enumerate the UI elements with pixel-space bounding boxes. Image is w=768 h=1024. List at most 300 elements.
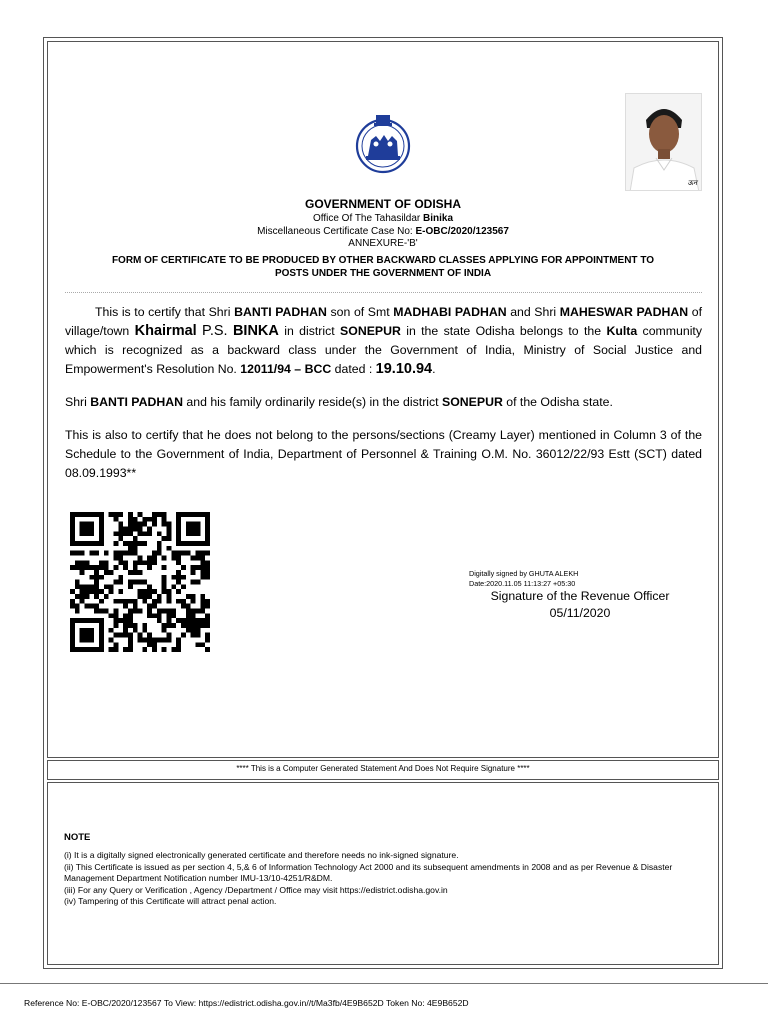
qr-module: [70, 623, 75, 628]
qr-module: [205, 531, 210, 536]
qr-module: [123, 541, 128, 546]
qr-module: [70, 541, 75, 546]
qr-module: [157, 609, 162, 614]
qr-module: [200, 623, 205, 628]
qr-module: [171, 647, 176, 652]
qr-module: [205, 599, 210, 604]
qr-module: [70, 618, 75, 623]
qr-module: [133, 604, 138, 609]
qr-module: [104, 594, 109, 599]
qr-module: [176, 526, 181, 531]
qr-module: [75, 551, 80, 556]
qr-module: [128, 642, 133, 647]
qr-module: [89, 584, 94, 589]
qr-module: [70, 531, 75, 536]
qr-module: [200, 555, 205, 560]
qr-module: [113, 633, 118, 638]
qr-module: [167, 633, 172, 638]
qr-module: [157, 599, 162, 604]
qr-module: [94, 565, 99, 570]
qr-module: [147, 609, 152, 614]
qr-module: [99, 623, 104, 628]
qr-module: [205, 647, 210, 652]
qr-module: [94, 584, 99, 589]
qr-module: [104, 560, 109, 565]
qr-module: [196, 565, 201, 570]
qr-module: [75, 565, 80, 570]
qr-module: [99, 647, 104, 652]
certification-paragraph: [65, 303, 702, 379]
qr-module: [162, 647, 167, 652]
qr-module: [152, 522, 157, 527]
qr-module: [191, 555, 196, 560]
qr-module: [205, 560, 210, 565]
form-title: [60, 254, 706, 280]
qr-module: [200, 551, 205, 556]
qr-module: [128, 517, 133, 522]
qr-module: [176, 551, 181, 556]
qr-module: [80, 647, 85, 652]
digital-signature-signer: Digitally signed by GHUTA ALEKH: [469, 569, 579, 578]
annexure-label: ANNEXURE-'B': [348, 238, 418, 249]
qr-module: [113, 609, 118, 614]
qr-module: [171, 609, 176, 614]
qr-module: [157, 531, 162, 536]
qr-module: [142, 580, 147, 585]
qr-module: [80, 570, 85, 575]
qr-module: [128, 526, 133, 531]
qr-module: [147, 555, 152, 560]
qr-module: [113, 642, 118, 647]
qr-module: [152, 551, 157, 556]
qr-module: [94, 551, 99, 556]
qr-module: [147, 613, 152, 618]
qr-module: [75, 647, 80, 652]
qr-module: [104, 584, 109, 589]
text-segment: and his family ordinarily reside(s) in the district: [186, 395, 439, 409]
qr-module: [128, 531, 133, 536]
qr-module: [176, 560, 181, 565]
qr-module: [80, 628, 85, 633]
qr-module: [138, 526, 143, 531]
qr-module: [191, 613, 196, 618]
qr-module: [176, 618, 181, 623]
qr-module: [99, 565, 104, 570]
qr-module: [84, 589, 89, 594]
qr-module: [142, 541, 147, 546]
qr-module: [89, 618, 94, 623]
qr-module: [205, 618, 210, 623]
qr-module: [94, 589, 99, 594]
qr-module: [200, 565, 205, 570]
qr-module: [109, 589, 114, 594]
qr-module: [142, 589, 147, 594]
qr-module: [176, 642, 181, 647]
qr-module: [70, 638, 75, 643]
qr-module: [142, 628, 147, 633]
qr-module: [133, 570, 138, 575]
qr-module: [162, 565, 167, 570]
qr-module: [205, 551, 210, 556]
qr-module: [84, 531, 89, 536]
qr-module: [89, 551, 94, 556]
qr-module: [196, 541, 201, 546]
qr-module: [196, 512, 201, 517]
qr-module: [205, 633, 210, 638]
qr-module: [99, 638, 104, 643]
qr-module: [186, 609, 191, 614]
qr-module: [138, 541, 143, 546]
qr-module: [167, 638, 172, 643]
qr-module: [75, 584, 80, 589]
qr-module: [147, 638, 152, 643]
qr-module: [70, 633, 75, 638]
qr-module: [196, 551, 201, 556]
qr-module: [99, 609, 104, 614]
qr-module: [118, 560, 123, 565]
qr-module: [162, 628, 167, 633]
qr-module: [196, 618, 201, 623]
qr-module: [109, 628, 114, 633]
text-segment: This is to certify that Shri: [95, 305, 231, 319]
qr-module: [176, 575, 181, 580]
qr-module: [152, 560, 157, 565]
qr-module: [89, 638, 94, 643]
qr-module: [176, 541, 181, 546]
qr-module: [191, 565, 196, 570]
qr-module: [176, 647, 181, 652]
qr-module: [191, 618, 196, 623]
qr-module: [113, 565, 118, 570]
qr-module: [147, 560, 152, 565]
text-segment: son of Smt: [330, 305, 390, 319]
qr-module: [84, 541, 89, 546]
qr-module: [133, 541, 138, 546]
qr-module: [142, 594, 147, 599]
qr-module: [162, 638, 167, 643]
qr-module: [133, 628, 138, 633]
qr-module: [200, 570, 205, 575]
note-item: (iii) For any Query or Verification , Agency /Department / Office may visit https://edistrict.odisha.gov.in: [64, 884, 448, 895]
qr-module: [113, 531, 118, 536]
qr-module: [138, 580, 143, 585]
qr-module: [186, 551, 191, 556]
qr-module: [75, 512, 80, 517]
qr-module: [152, 599, 157, 604]
qr-module: [181, 618, 186, 623]
village-name: Khairmal: [134, 323, 197, 339]
qr-module: [118, 633, 123, 638]
qr-module: [147, 604, 152, 609]
qr-module: [152, 555, 157, 560]
qr-module: [205, 613, 210, 618]
qr-module: [176, 570, 181, 575]
qr-module: [205, 565, 210, 570]
qr-module: [89, 575, 94, 580]
qr-module: [109, 570, 114, 575]
qr-module: [200, 560, 205, 565]
qr-module: [94, 604, 99, 609]
qr-module: [167, 613, 172, 618]
qr-module: [89, 565, 94, 570]
qr-module: [99, 522, 104, 527]
qr-module: [128, 580, 133, 585]
qr-module: [99, 526, 104, 531]
qr-module: [133, 526, 138, 531]
qr-module: [80, 594, 85, 599]
qr-module: [200, 575, 205, 580]
qr-module: [75, 541, 80, 546]
qr-module: [84, 560, 89, 565]
qr-module: [176, 589, 181, 594]
qr-module: [196, 522, 201, 527]
qr-module: [176, 522, 181, 527]
qr-module: [128, 584, 133, 589]
note-item: (iv) Tampering of this Certificate will attract penal action.: [64, 896, 277, 906]
case-prefix: Miscellaneous Certificate Case No:: [257, 226, 413, 237]
qr-module: [191, 526, 196, 531]
qr-module: [167, 594, 172, 599]
qr-module: [118, 536, 123, 541]
qr-module: [157, 613, 162, 618]
qr-module: [133, 580, 138, 585]
qr-module: [70, 599, 75, 604]
qr-module: [138, 560, 143, 565]
qr-module: [123, 633, 128, 638]
qr-module: [89, 541, 94, 546]
qr-module: [99, 536, 104, 541]
qr-module: [104, 565, 109, 570]
qr-module: [99, 633, 104, 638]
qr-module: [181, 512, 186, 517]
footer-separator: [0, 983, 768, 984]
qr-module: [99, 642, 104, 647]
qr-module: [89, 589, 94, 594]
qr-module: [191, 628, 196, 633]
qr-module: [196, 580, 201, 585]
qr-module: [94, 580, 99, 585]
qr-module: [94, 541, 99, 546]
qr-module: [104, 551, 109, 556]
qr-module: [152, 604, 157, 609]
resolution-number: 12011/94 – BCC: [240, 362, 332, 376]
qr-module: [123, 599, 128, 604]
qr-module: [138, 594, 143, 599]
office-name: Binika: [423, 213, 454, 224]
qr-module: [181, 623, 186, 628]
qr-module: [70, 589, 75, 594]
qr-module: [138, 633, 143, 638]
qr-module: [113, 541, 118, 546]
qr-module: [142, 623, 147, 628]
qr-module: [128, 633, 133, 638]
qr-module: [162, 575, 167, 580]
odisha-emblem-icon: [354, 114, 412, 174]
qr-module: [80, 560, 85, 565]
header-separator: [65, 292, 702, 293]
qr-module: [191, 531, 196, 536]
qr-module: [176, 536, 181, 541]
qr-module: [196, 628, 201, 633]
qr-module: [186, 594, 191, 599]
qr-module: [133, 517, 138, 522]
qr-module: [70, 642, 75, 647]
qr-module: [200, 609, 205, 614]
qr-module: [152, 647, 157, 652]
qr-module: [80, 638, 85, 643]
qr-module: [128, 522, 133, 527]
qr-module: [186, 628, 191, 633]
qr-module: [118, 551, 123, 556]
qr-module: [200, 594, 205, 599]
qr-module: [171, 584, 176, 589]
signature-block: [470, 588, 690, 622]
qr-module: [147, 594, 152, 599]
qr-module: [191, 512, 196, 517]
qr-module: [99, 618, 104, 623]
text-segment: in the state Odisha belongs to the: [406, 324, 602, 338]
qr-module: [99, 517, 104, 522]
qr-module: [186, 541, 191, 546]
qr-module: [80, 565, 85, 570]
qr-module: [84, 604, 89, 609]
qr-module: [157, 541, 162, 546]
qr-module: [94, 575, 99, 580]
qr-module: [176, 599, 181, 604]
qr-module: [162, 580, 167, 585]
qr-module: [99, 541, 104, 546]
qr-module: [109, 638, 114, 643]
qr-module: [200, 541, 205, 546]
case-number: E-OBC/2020/123567: [415, 226, 509, 237]
qr-module: [128, 599, 133, 604]
qr-module: [109, 647, 114, 652]
qr-module: [205, 638, 210, 643]
qr-module: [70, 526, 75, 531]
qr-module: [99, 531, 104, 536]
qr-module: [157, 551, 162, 556]
qr-module: [99, 589, 104, 594]
qr-module: [191, 633, 196, 638]
qr-module: [94, 609, 99, 614]
qr-module: [147, 526, 152, 531]
photo-caption: ऊन: [687, 180, 697, 187]
qr-module: [176, 555, 181, 560]
qr-module: [181, 565, 186, 570]
qr-module: [123, 623, 128, 628]
text-segment: Shri: [65, 395, 87, 409]
qr-module: [84, 594, 89, 599]
qr-module: [181, 599, 186, 604]
qr-module: [138, 531, 143, 536]
qr-module: [200, 599, 205, 604]
qr-module: [138, 555, 143, 560]
qr-module: [70, 522, 75, 527]
qr-module: [186, 604, 191, 609]
qr-module: [205, 522, 210, 527]
qr-module: [118, 526, 123, 531]
qr-module: [162, 609, 167, 614]
qr-module: [113, 555, 118, 560]
qr-module: [191, 541, 196, 546]
qr-module: [167, 531, 172, 536]
qr-module: [196, 642, 201, 647]
qr-module: [123, 613, 128, 618]
computer-generated-note: **** This is a Computer Generated Statement And Does Not Require Signature ****: [236, 764, 530, 773]
qr-module: [128, 647, 133, 652]
creamy-layer-paragraph: This is also to certify that he does not belong to the persons/sections (Creamy Layer) mentioned in Column 3 of the Schedule to the Government of India, Department of Personnel & Training O.M. No. 36012/22/93 Estt (SCT) dated 08.09.1993**: [65, 428, 702, 480]
qr-module: [80, 633, 85, 638]
qr-module: [138, 609, 143, 614]
qr-module: [133, 551, 138, 556]
qr-module: [109, 584, 114, 589]
father-name: MAHESWAR PADHAN: [559, 305, 689, 319]
qr-module: [147, 642, 152, 647]
qr-module: [123, 618, 128, 623]
qr-module: [186, 512, 191, 517]
qr-module: [84, 638, 89, 643]
qr-module: [84, 512, 89, 517]
qr-module: [94, 570, 99, 575]
qr-module: [70, 628, 75, 633]
qr-module: [118, 531, 123, 536]
qr-module: [123, 647, 128, 652]
text-segment: .: [432, 362, 436, 376]
qr-module: [167, 609, 172, 614]
qr-module: [113, 623, 118, 628]
qr-module: [84, 565, 89, 570]
qr-module: [147, 565, 152, 570]
qr-module: [205, 526, 210, 531]
qr-module: [167, 599, 172, 604]
qr-module: [167, 589, 172, 594]
applicant-photo: [625, 93, 702, 191]
qr-module: [162, 517, 167, 522]
qr-module: [171, 575, 176, 580]
qr-module: [157, 594, 162, 599]
qr-module: [162, 512, 167, 517]
qr-module: [84, 633, 89, 638]
qr-module: [70, 517, 75, 522]
qr-module: [167, 536, 172, 541]
qr-module: [75, 560, 80, 565]
qr-module: [133, 522, 138, 527]
qr-module: [142, 531, 147, 536]
qr-module: [162, 623, 167, 628]
qr-module: [80, 512, 85, 517]
qr-module: [128, 570, 133, 575]
qr-module: [181, 584, 186, 589]
qr-module: [147, 589, 152, 594]
qr-module: [147, 633, 152, 638]
qr-code-icon[interactable]: [70, 510, 210, 654]
qr-module: [171, 623, 176, 628]
qr-module: [176, 580, 181, 585]
qr-module: [152, 613, 157, 618]
qr-module: [123, 565, 128, 570]
district-name: SONEPUR: [340, 324, 401, 338]
qr-module: [84, 647, 89, 652]
qr-module: [191, 609, 196, 614]
form-title-line1: FORM OF CERTIFICATE TO BE PRODUCED BY OTHER BACKWARD CLASSES APPLYING FOR APPOINTMENT TO: [111, 255, 655, 266]
qr-module: [181, 551, 186, 556]
qr-module: [191, 594, 196, 599]
qr-module: [113, 613, 118, 618]
qr-module: [186, 623, 191, 628]
text-segment: P.S.: [202, 323, 228, 339]
qr-module: [171, 613, 176, 618]
digital-signature-date: Date:2020.11.05 11:13:27 +05:30: [469, 579, 576, 588]
